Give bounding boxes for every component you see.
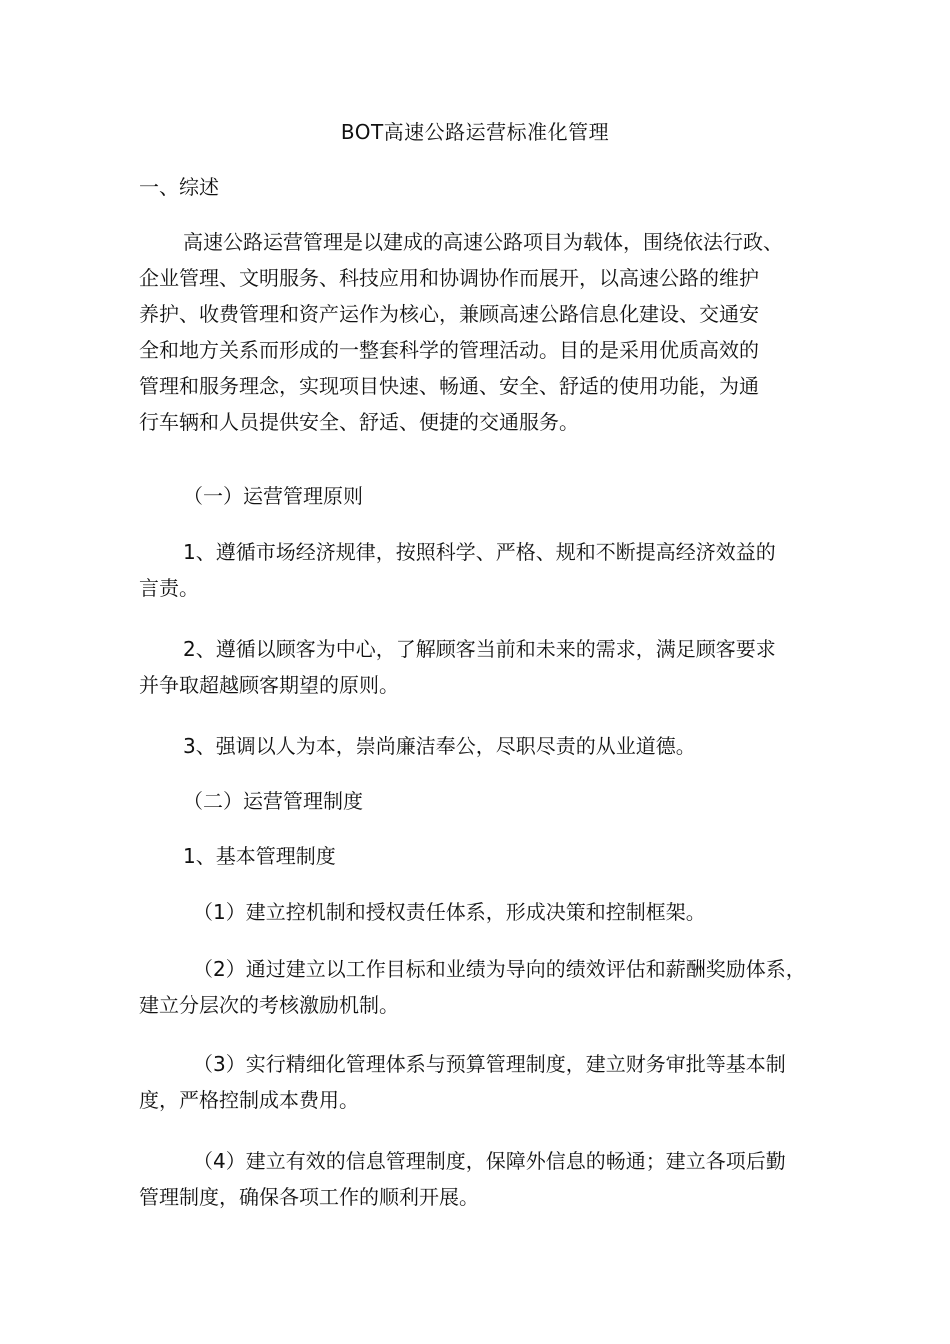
document-title: BOT高速公路运营标准化管理 xyxy=(340,120,610,144)
basic-system-item: （3）实行精细化管理体系与预算管理制度，建立财务审批等基本制 度，严格控制成本费用。 xyxy=(139,1052,786,1112)
principle-item: 2、遵循以顾客为中心，了解顾客当前和未来的需求，满足顾客要求 并争取超越顾客期望的原则。 xyxy=(139,637,776,697)
subsection-heading-principles: （一）运营管理原则 xyxy=(183,484,363,508)
basic-system-heading: 1、基本管理制度 xyxy=(183,844,336,868)
basic-system-item: （4）建立有效的信息管理制度，保障外信息的畅通；建立各项后勤 管理制度，确保各项工作的顺利开展。 xyxy=(139,1149,786,1209)
intro-paragraph: 高速公路运营管理是以建成的高速公路项目为载体，围绕依法行政、 企业管理、文明服务、科技应用和协调协作而展开，以高速公路的维护 养护、收费管理和资产运作为核心，兼顾高速公路信息化建设、交通安 全和地方关系而形成的一整套科学的管理活动。目的是采用优质高效的 管理和服务理念，实现项目快速、畅通、安全、舒适的使用功能，为通 行车辆和人员提供安全、舒适、便捷的交通服务。 xyxy=(139,230,783,434)
basic-system-item: （2）通过建立以工作目标和业绩为导向的绩效评估和薪酬奖励体系， 建立分层次的考核激励机制。 xyxy=(139,957,806,1017)
section-heading-overview: 一、综述 xyxy=(139,175,219,199)
principle-item: 3、强调以人为本，崇尚廉洁奉公，尽职尽责的从业道德。 xyxy=(183,734,696,758)
basic-system-item: （1）建立控机制和授权责任体系，形成决策和控制框架。 xyxy=(193,900,706,924)
principle-item: 1、遵循市场经济规律，按照科学、严格、规和不断提高经济效益的 言责。 xyxy=(139,540,776,600)
subsection-heading-systems: （二）运营管理制度 xyxy=(183,789,363,813)
